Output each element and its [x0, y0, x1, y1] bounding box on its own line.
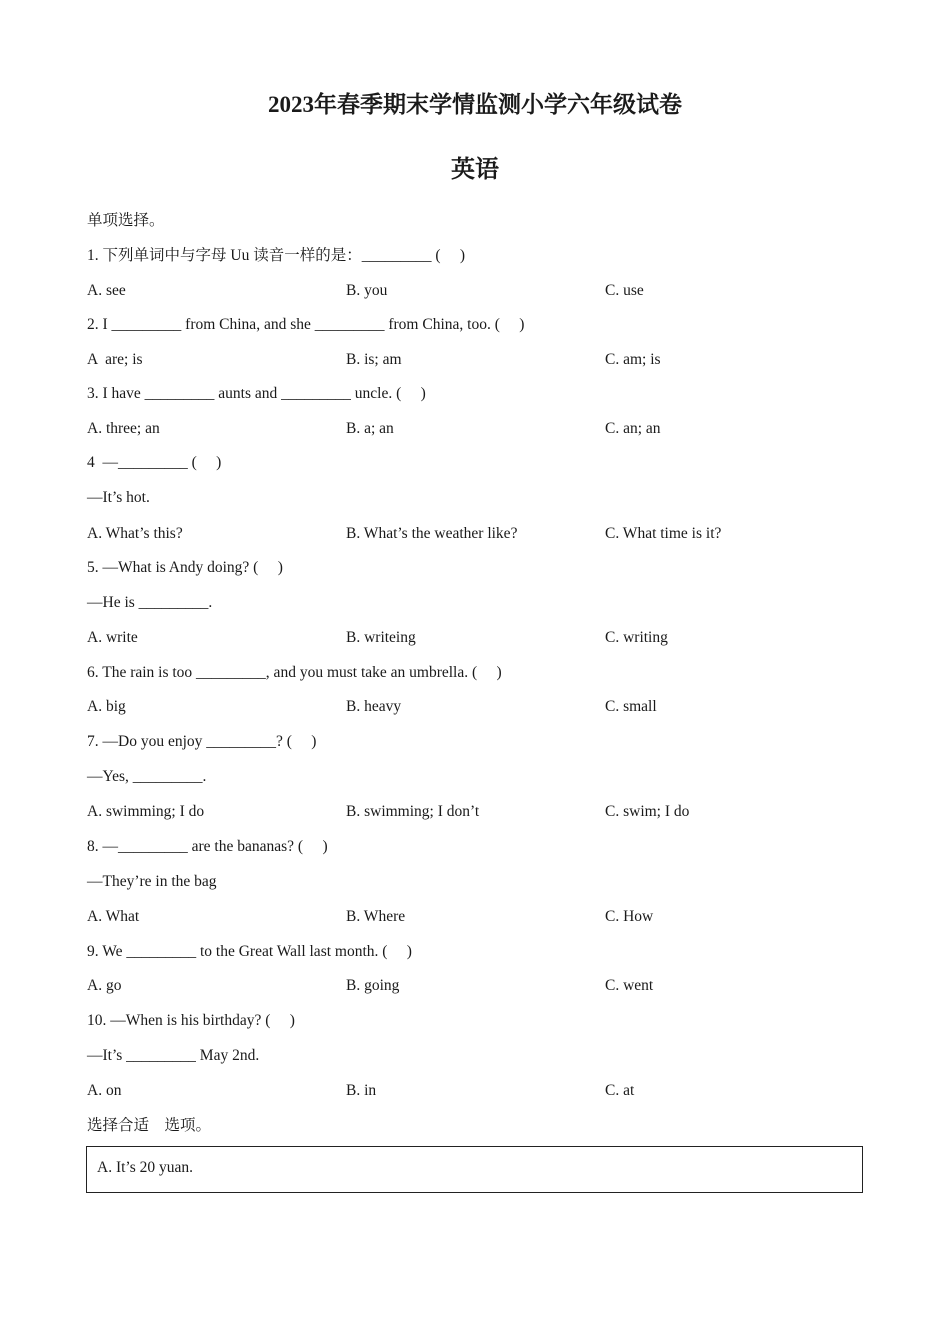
- question-10-stem: 10. —When is his birthday? ( ): [87, 1012, 295, 1029]
- question-4-option-a: A. What’s this?: [87, 525, 183, 542]
- question-6-option-a: A. big: [87, 698, 126, 715]
- question-9-stem: 9. We _________ to the Great Wall last month. ( ): [87, 943, 412, 960]
- section-heading-choose-options: 选择合适 选项。: [87, 1117, 212, 1134]
- question-7-response: —Yes, _________.: [87, 768, 207, 785]
- question-2-option-c: C. am; is: [605, 351, 661, 368]
- question-7-option-a: A. swimming; I do: [87, 803, 205, 820]
- question-3-option-b: B. a; an: [346, 420, 394, 437]
- question-2-stem: 2. I _________ from China, and she _________ from China, too. ( ): [87, 316, 525, 333]
- question-8-option-a: A. What: [87, 908, 140, 925]
- question-10-response: —It’s _________ May 2nd.: [87, 1047, 260, 1064]
- question-10-option-c: C. at: [605, 1082, 635, 1099]
- question-7-option-b: B. swimming; I don’t: [346, 803, 480, 820]
- question-8-option-b: B. Where: [346, 908, 406, 925]
- question-9-option-c: C. went: [605, 977, 654, 994]
- question-4-option-c: C. What time is it?: [605, 525, 722, 542]
- question-6-stem: 6. The rain is too _________, and you must take an umbrella. ( ): [87, 664, 502, 681]
- question-8-response: —They’re in the bag: [87, 873, 217, 890]
- question-5-response: —He is _________.: [87, 594, 213, 611]
- question-3-stem: 3. I have _________ aunts and _________ uncle. ( ): [87, 385, 426, 402]
- question-3-option-a: A. three; an: [87, 420, 160, 437]
- question-10-option-a: A. on: [87, 1082, 122, 1099]
- question-7-stem: 7. —Do you enjoy _________? ( ): [87, 733, 317, 750]
- question-9-option-a: A. go: [87, 977, 122, 994]
- question-5-option-b: B. writeing: [346, 629, 416, 646]
- question-5-option-c: C. writing: [605, 629, 668, 646]
- exam-subject: 英语: [451, 157, 499, 183]
- question-3-option-c: C. an; an: [605, 420, 661, 437]
- question-8-stem: 8. —_________ are the bananas? ( ): [87, 838, 328, 855]
- question-10-option-b: B. in: [346, 1082, 377, 1099]
- question-1-option-c: C. use: [605, 282, 644, 299]
- question-9-option-b: B. going: [346, 977, 400, 994]
- section-heading-single-choice: 单项选择。: [87, 212, 165, 229]
- exam-title: 2023年春季期末学情监测小学六年级试卷: [268, 92, 682, 117]
- question-6-option-c: C. small: [605, 698, 657, 715]
- question-6-option-b: B. heavy: [346, 698, 402, 715]
- question-1-option-a: A. see: [87, 282, 126, 299]
- question-1-option-b: B. you: [346, 282, 388, 299]
- question-5-stem: 5. —What is Andy doing? ( ): [87, 559, 283, 576]
- options-box-item-a: A. It’s 20 yuan.: [97, 1159, 194, 1176]
- question-4-option-b: B. What’s the weather like?: [346, 525, 518, 542]
- question-2-option-b: B. is; am: [346, 351, 402, 368]
- question-4-stem: 4 —_________ ( ): [87, 454, 222, 471]
- question-7-option-c: C. swim; I do: [605, 803, 690, 820]
- question-5-option-a: A. write: [87, 629, 138, 646]
- question-8-option-c: C. How: [605, 908, 654, 925]
- question-1-stem: 1. 下列单词中与字母 Uu 读音一样的是：_________ ( ): [87, 247, 466, 264]
- options-box: [86, 1146, 863, 1193]
- question-2-option-a: A are; is: [87, 351, 143, 368]
- question-4-response: —It’s hot.: [87, 489, 150, 506]
